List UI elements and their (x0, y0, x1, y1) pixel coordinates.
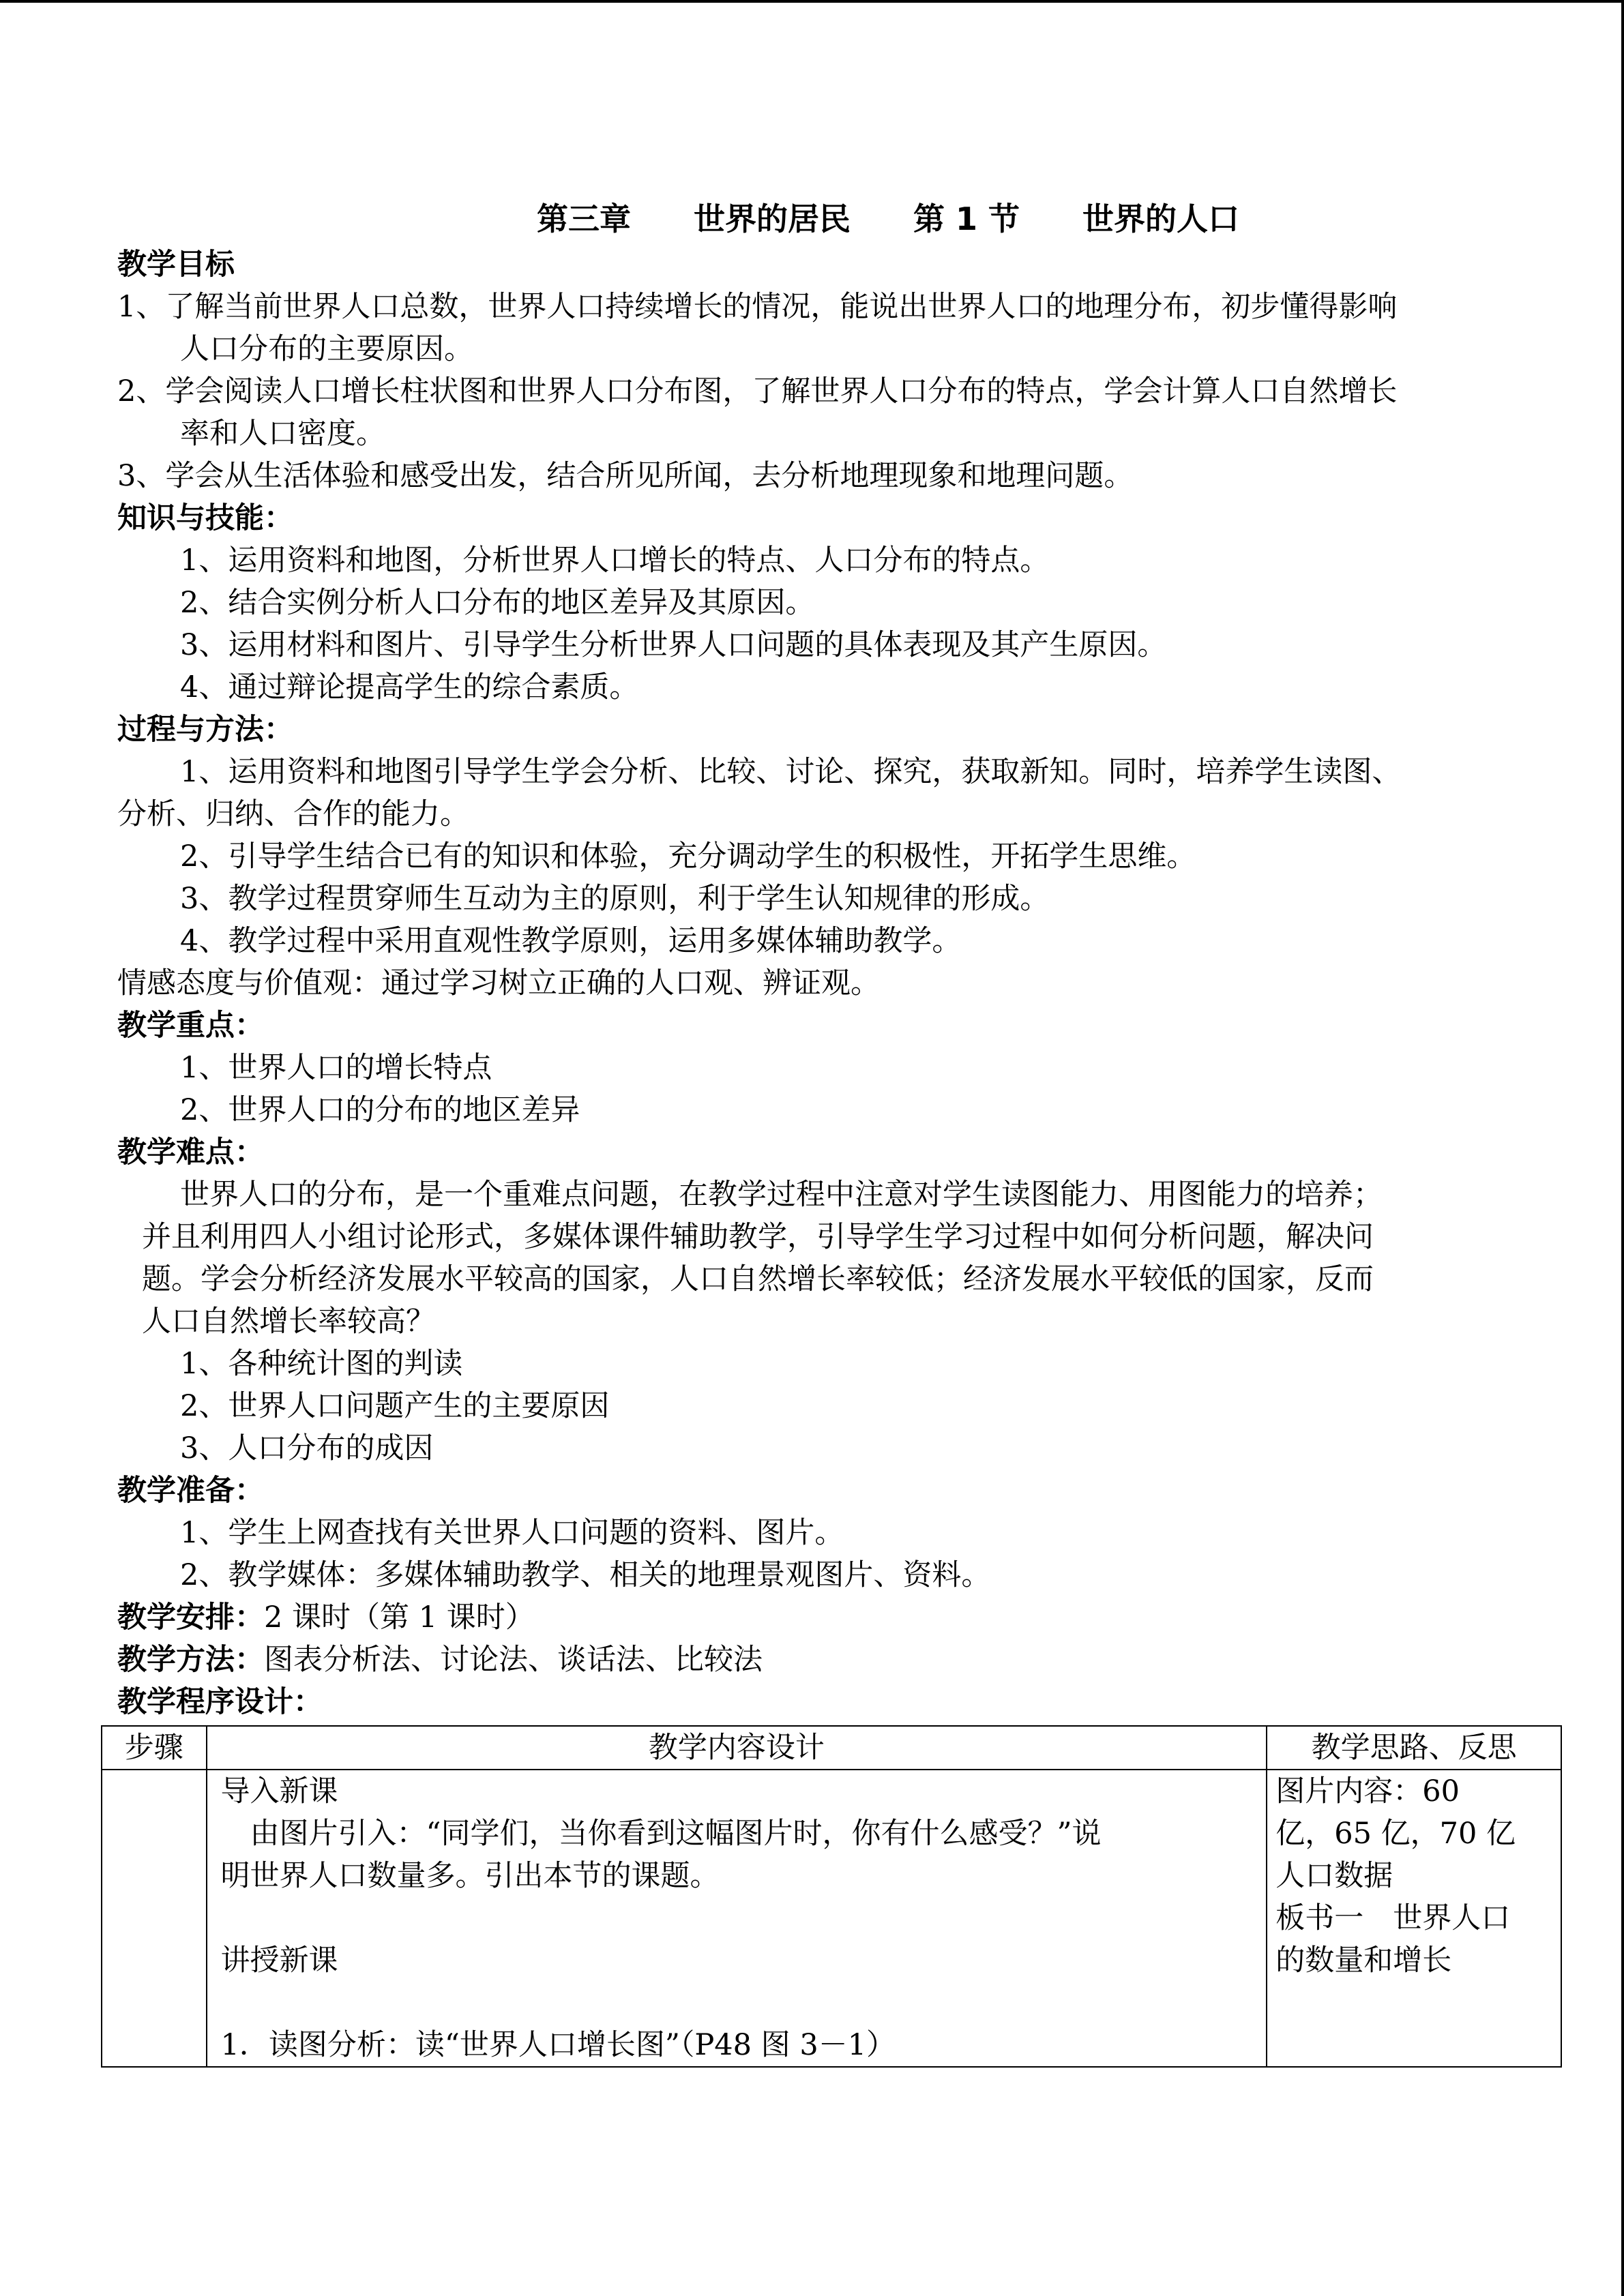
preparation-heading: 教学准备： (117, 1474, 264, 1508)
preparation-item: 1、学生上网查找有关世界人口问题的资料、图片。 (180, 1516, 844, 1550)
blank-line (221, 1982, 1258, 2024)
process-item: 2、引导学生结合已有的知识和体验，充分调动学生的积极性，开拓学生思维。 (180, 839, 1196, 874)
header-step: 步骤 (102, 1726, 207, 1770)
knowledge-heading: 知识与技能： (117, 501, 293, 535)
note-line: 的数量和增长 (1275, 1943, 1452, 1978)
notes-cell (1267, 1770, 1561, 2067)
note-line: 人口数据 (1275, 1859, 1393, 1893)
page-title: 第三章 世界的居民 第 1 节 世界的人口 (536, 200, 1240, 237)
note-line: 图片内容：60 (1275, 1774, 1460, 1808)
table-header-row (102, 1726, 1561, 1770)
document-body (117, 194, 1563, 1723)
schedule-label: 教学安排： (117, 1600, 264, 1635)
difficulties-heading: 教学难点： (117, 1135, 264, 1169)
page-border-right (1621, 0, 1624, 2296)
knowledge-item: 4、通过辩论提高学生的综合素质。 (180, 670, 639, 704)
schedule-value: 2 课时（第 1 课时） (264, 1600, 535, 1635)
objective-3: 3、学会从生活体验和感受出发，结合所见所闻，去分析地理现象和地理问题。 (117, 459, 1134, 493)
step-1-text: 1．读图分析：读“世界人口增长图”（P48 图 3－1） (220, 2028, 896, 2062)
lecture-heading: 讲授新课 (220, 1943, 338, 1978)
intro-heading: 导入新课 (220, 1774, 338, 1808)
methods-line (117, 1639, 1563, 1681)
table-row (102, 1770, 1561, 2067)
knowledge-item: 2、结合实例分析人口分布的地区差异及其原因。 (180, 586, 815, 620)
note-line: 板书一 世界人口 (1275, 1901, 1511, 1935)
process-heading: 过程与方法： (117, 713, 293, 747)
difficulty-item: 3、人口分布的成因 (180, 1431, 434, 1465)
process-item-1-cont: 分析、归纳、合作的能力。 (117, 797, 469, 831)
difficulty-item: 2、世界人口问题产生的主要原因 (180, 1389, 610, 1423)
key-point-item: 2、世界人口的分布的地区差异 (180, 1093, 580, 1127)
blank-line (221, 1897, 1258, 1939)
objective-1: 1、了解当前世界人口总数，世界人口持续增长的情况，能说出世界人口的地理分布，初步懂得影响 (117, 290, 1398, 324)
difficulties-para-line: 世界人口的分布，是一个重难点问题，在教学过程中注意对学生读图能力、用图能力的培养； (180, 1178, 1383, 1212)
intro-text-cont: 明世界人口数量多。引出本节的课题。 (220, 1859, 720, 1893)
schedule-line (117, 1596, 1563, 1639)
program-heading: 教学程序设计： (117, 1685, 323, 1719)
knowledge-item: 1、运用资料和地图，分析世界人口增长的特点、人口分布的特点。 (180, 543, 1050, 578)
objective-2: 2、学会阅读人口增长柱状图和世界人口分布图，了解世界人口分布的特点，学会计算人口自然增长 (117, 374, 1398, 408)
process-item: 3、教学过程贯穿师生互动为主的原则，利于学生认知规律的形成。 (180, 882, 1050, 916)
difficulties-para-line: 并且利用四人小组讨论形式，多媒体课件辅助教学，引导学生学习过程中如何分析问题，解决问 (142, 1220, 1374, 1254)
difficulties-para-line: 人口自然增长率较高？ (142, 1304, 435, 1339)
note-line: 亿，65 亿，70 亿 (1275, 1817, 1516, 1851)
content-cell (207, 1770, 1267, 2067)
header-content: 教学内容设计 (207, 1726, 1267, 1770)
process-item-1: 1、运用资料和地图引导学生学会分析、比较、讨论、探究，获取新知。同时，培养学生读图、 (180, 755, 1402, 789)
step-cell (102, 1770, 207, 2067)
emotion-values: 情感态度与价值观：通过学习树立正确的人口观、辨证观。 (117, 966, 880, 1000)
methods-label: 教学方法： (117, 1643, 264, 1677)
difficulty-item: 1、各种统计图的判读 (180, 1347, 463, 1381)
key-points-heading: 教学重点： (117, 1009, 264, 1043)
page-border-top (0, 0, 1624, 3)
key-point-item: 1、世界人口的增长特点 (180, 1051, 492, 1085)
intro-text: 由图片引入：“同学们，当你看到这幅图片时，你有什么感受？”说 (220, 1817, 1102, 1851)
objective-2-cont: 率和人口密度。 (180, 417, 385, 451)
knowledge-item: 3、运用材料和图片、引导学生分析世界人口问题的具体表现及其产生原因。 (180, 628, 1167, 662)
objectives-heading: 教学目标 (117, 248, 235, 282)
methods-value: 图表分析法、讨论法、谈话法、比较法 (264, 1643, 763, 1677)
objective-1-cont: 人口分布的主要原因。 (180, 332, 473, 366)
difficulties-para-line: 题。学会分析经济发展水平较高的国家，人口自然增长率较低；经济发展水平较低的国家，反而 (142, 1262, 1374, 1296)
program-table (101, 1725, 1562, 2068)
process-item: 4、教学过程中采用直观性教学原则，运用多媒体辅助教学。 (180, 924, 962, 958)
header-notes: 教学思路、反思 (1267, 1726, 1561, 1770)
preparation-item: 2、教学媒体：多媒体辅助教学、相关的地理景观图片、资料。 (180, 1558, 991, 1592)
